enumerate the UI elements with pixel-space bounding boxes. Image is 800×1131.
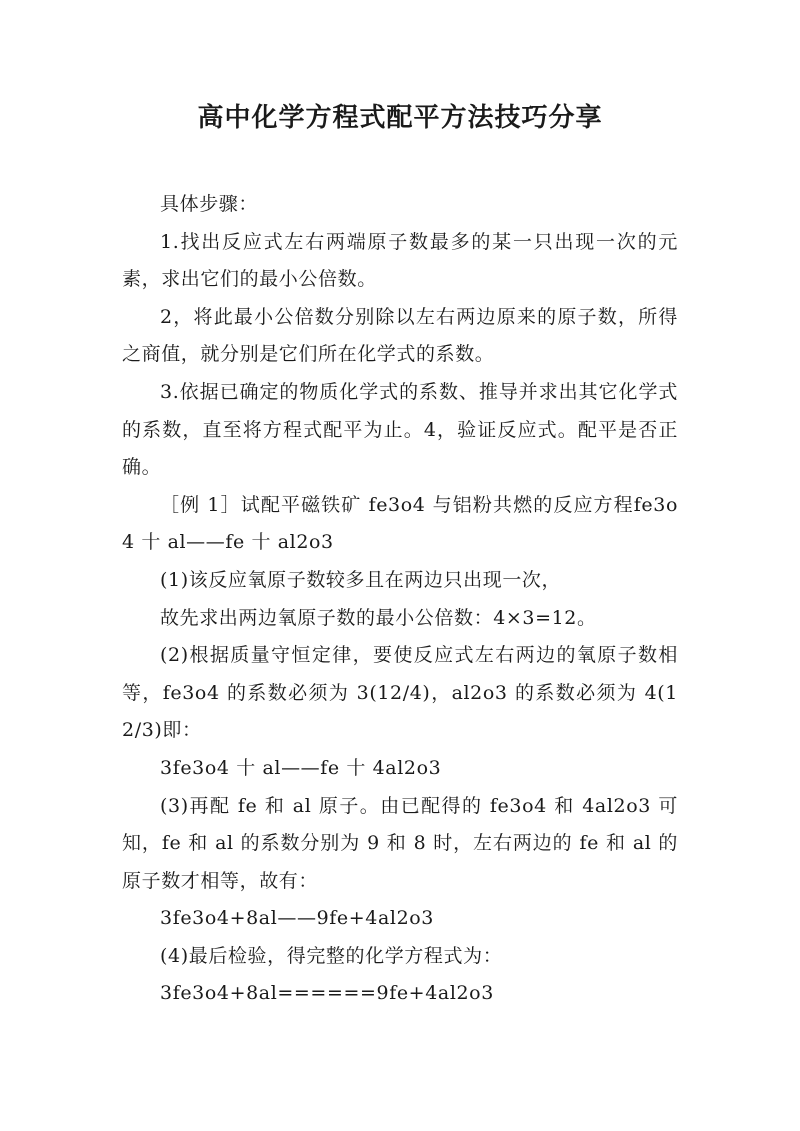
paragraph-steps-heading: 具体步骤： [160, 193, 259, 215]
paragraph-example-step-1: (1)该反应氧原子数较多且在两边只出现一次， [160, 568, 562, 591]
paragraph-example-1: ［例 1］试配平磁铁矿 fe3o4 与铝粉共燃的反应方程fe3o4 十 al——fe 十 al2o3 [122, 493, 678, 554]
page-title: 高中化学方程式配平方法技巧分享 [197, 103, 603, 133]
document-body [122, 186, 678, 1013]
equation-final: 3fe3o4+8al======9fe+4al2o3 [160, 982, 494, 1005]
equation-intermediate-2: 3fe3o4+8al——9fe+4al2o3 [160, 907, 434, 930]
paragraph-step-1: 1.找出反应式左右两端原子数最多的某一只出现一次的元素，求出它们的最小公倍数。 [122, 230, 678, 291]
paragraph-step-3: 3.依据已确定的物质化学式的系数、推导并求出其它化学式的系数，直至将方程式配平为止。4，验证反应式。配平是否正确。 [122, 380, 678, 479]
paragraph-example-step-4: (4)最后检验，得完整的化学方程式为： [160, 944, 503, 967]
paragraph-step-2: 2，将此最小公倍数分别除以左右两边原来的原子数，所得之商值，就分别是它们所在化学式的系数。 [122, 305, 678, 366]
paragraph-example-step-3: (3)再配 fe 和 al 原子。由已配得的 fe3o4 和 4al2o3 可知，fe 和 al 的系数分别为 9 和 8 时，左右两边的 fe 和 al 的原子数才相等，故有： [122, 794, 678, 892]
paragraph-example-lcm: 故先求出两边氧原子数的最小公倍数：4×3=12。 [160, 606, 597, 629]
paragraph-example-step-2: (2)根据质量守恒定律，要使反应式左右两边的氧原子数相等，fe3o4 的系数必须为 3(12/4)，al2o3 的系数必须为 4(12/3)即： [122, 644, 678, 742]
equation-intermediate-1: 3fe3o4 十 al——fe 十 4al2o3 [160, 756, 442, 779]
